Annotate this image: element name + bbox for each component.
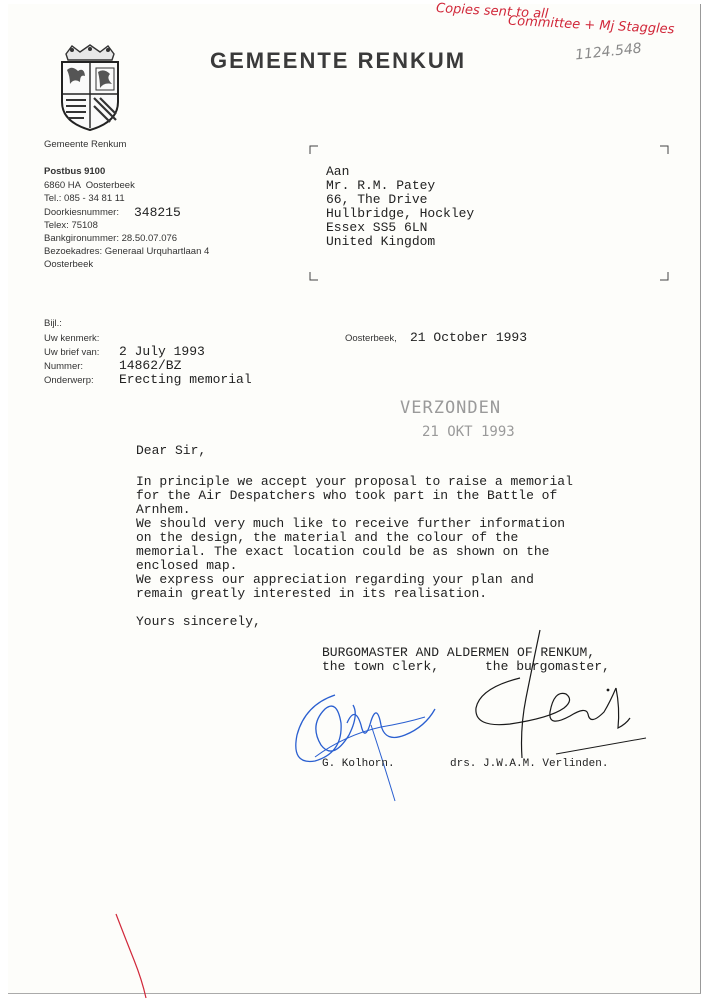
signature-role-right: the burgomaster, [485, 659, 610, 674]
bijl-label: Bijl.: [44, 318, 62, 329]
signature-role-left: the town clerk, [322, 659, 440, 674]
recipient-line-2: Mr. R.M. Patey [326, 178, 436, 193]
recipient-line-4: Hullbridge, Hockley [326, 206, 475, 221]
signature-name-left: G. Kolhorn. [322, 758, 395, 770]
body-line-3: Arnhem. [136, 502, 191, 517]
sender-doorkies-label: Doorkiesnummer: [44, 207, 119, 218]
body-line-2: for the Air Despatchers who took part in the Battle of [136, 488, 558, 503]
municipality-title: GEMEENTE RENKUM [210, 48, 467, 73]
recipient-line-6: United Kingdom [326, 234, 436, 249]
sender-visiting-address: Bezoekadres: Generaal Urquhartlaan 4 [44, 246, 210, 257]
body-line-7: enclosed map. [136, 558, 238, 573]
nummer-label: Nummer: [44, 361, 84, 372]
body-line-4: We should very much like to receive further information [136, 516, 566, 531]
closing: Yours sincerely, [136, 614, 261, 629]
onderwerp-value: Erecting memorial [119, 372, 252, 387]
body-line-5: on the design, the material and the colour of the [136, 530, 519, 545]
dateline-date: 21 October 1993 [410, 330, 528, 345]
municipal-crest-icon [58, 44, 122, 132]
signature-name-right: drs. J.W.A.M. Verlinden. [450, 758, 609, 770]
signature-authority: BURGOMASTER AND ALDERMEN OF RENKUM, [322, 645, 596, 660]
sender-telex: Telex: 75108 [44, 220, 98, 231]
recipient-line-5: Essex SS5 6LN [326, 220, 428, 235]
onderwerp-label: Onderwerp: [44, 375, 94, 386]
recipient-line-1: Aan [326, 164, 350, 179]
nummer-value: 14862/BZ [119, 358, 182, 373]
dateline-place: Oosterbeek, [345, 333, 397, 344]
signature-town-clerk [285, 665, 445, 805]
body-line-6: memorial. The exact location could be as shown on the [136, 544, 550, 559]
salutation: Dear Sir, [136, 443, 207, 458]
kenmerk-label: Uw kenmerk: [44, 333, 100, 344]
body-line-8: We express our appreciation regarding your plan and [136, 572, 534, 587]
recipient-line-3: 66, The Drive [326, 192, 428, 207]
handwritten-note-line1: Copies sent to all [435, 1, 549, 22]
sent-stamp-word: VERZONDEN [400, 398, 502, 418]
body-line-1: In principle we accept your proposal to raise a memorial [136, 474, 573, 489]
sender-address: 6860 HA Oosterbeek [44, 180, 135, 191]
body-line-9: remain greatly interested in its realisation. [136, 586, 488, 601]
sender-tel: Tel.: 085 - 34 81 11 [44, 193, 125, 204]
sender-bankgiro: Bankgironummer: 28.50.07.076 [44, 233, 178, 244]
brief-label: Uw brief van: [44, 347, 100, 358]
sender-city: Oosterbeek [44, 259, 94, 270]
handwritten-reference: 1124.548 [574, 40, 643, 64]
sender-postbus: Postbus 9100 [44, 166, 106, 177]
crest-caption: Gemeente Renkum [44, 139, 127, 150]
handwritten-note-line2: Committee + Mj Staggles [507, 13, 675, 38]
signature-burgomaster [470, 628, 650, 768]
red-pen-mark [112, 910, 152, 1000]
sent-stamp-date: 21 OKT 1993 [422, 424, 515, 440]
sender-doorkies-value: 348215 [134, 205, 181, 220]
brief-value: 2 July 1993 [119, 344, 205, 359]
